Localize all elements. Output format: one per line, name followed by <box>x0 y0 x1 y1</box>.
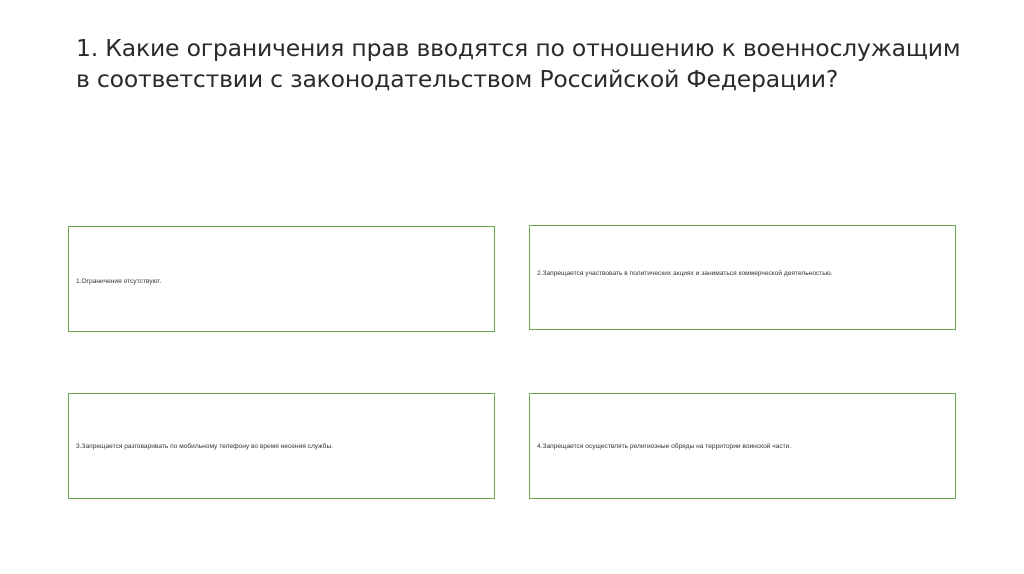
answer-option-2[interactable] <box>529 225 956 330</box>
answer-option-2-label: 2.Запрещается участвовать в политических акциях и заниматься коммерческой деятельностью. <box>537 270 833 277</box>
answer-option-3-label: 3.Запрещается разговаривать по мобильному телефону во время несения службы. <box>76 442 334 450</box>
answer-option-3[interactable] <box>68 393 495 499</box>
question-heading: 1. Какие ограничения прав вводятся по отношению к военнослужащим в соответствии с законодательством Российской Федерации? <box>76 34 961 93</box>
answer-option-4[interactable] <box>529 393 956 499</box>
answer-option-4-label: 4.Запрещается осуществлять религиозные обряды на территории воинской части. <box>537 442 792 450</box>
answer-option-1-label: 1.Ограничения отсутствуют. <box>76 277 162 285</box>
answer-option-1[interactable] <box>68 226 495 332</box>
